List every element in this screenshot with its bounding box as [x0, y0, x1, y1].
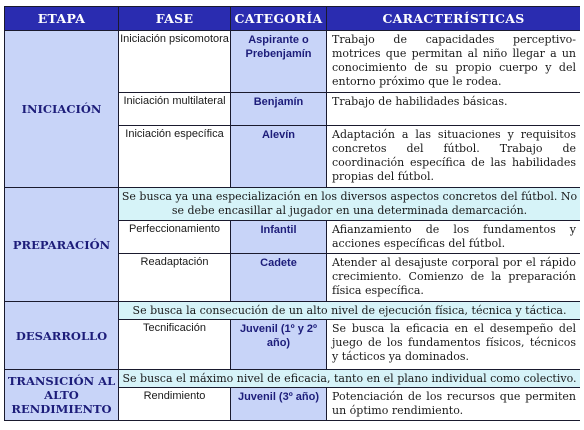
header-caracteristicas: CARACTERÍSTICAS — [327, 7, 581, 31]
table-row — [5, 370, 581, 388]
fase-cell: Rendimiento — [119, 388, 231, 421]
table-row — [5, 188, 581, 221]
categoria-cell: Aspirante o Prebenjamín — [231, 31, 327, 93]
categoria-cell: Juvenil (1º y 2º año) — [231, 320, 327, 370]
stages-table-container — [4, 0, 580, 430]
caracteristicas-cell: Potenciación de los recursos que permiten un óptimo rendimiento. — [327, 388, 581, 421]
stage-iniciacion: INICIACIÓN — [5, 31, 119, 188]
fase-cell: Tecnificación — [119, 320, 231, 370]
categoria-cell: Benjamín — [231, 93, 327, 126]
caracteristicas-cell: Atender al desajuste corporal por el rápido crecimiento. Comienzo de la preparación física específica. — [327, 254, 581, 302]
stage-note: Se busca el máximo nivel de eficacia, tanto en el plano individual como colectivo. — [119, 370, 581, 388]
fase-cell: Iniciación multilateral — [119, 93, 231, 126]
table-header-row — [5, 7, 581, 31]
caracteristicas-cell: Se busca la eficacia en el desempeño del juego de los fundamentos físicos, técnicos y tácticos ya dominados. — [327, 320, 581, 370]
caracteristicas-cell: Adaptación a las situaciones y requisitos concretos del fútbol. Trabajo de coordinación específica de las habilidades propias del fútbol. — [327, 126, 581, 188]
categoria-cell: Juvenil (3º año) — [231, 388, 327, 421]
caracteristicas-cell: Afianzamiento de los fundamentos y acciones específicas del fútbol. — [327, 221, 581, 254]
categoria-cell: Alevín — [231, 126, 327, 188]
caracteristicas-cell: Trabajo de habilidades básicas. — [327, 93, 581, 126]
table-row — [5, 31, 581, 93]
header-fase: FASE — [119, 7, 231, 31]
stage-desarrollo: DESARROLLO — [5, 302, 119, 370]
stage-transicion: TRANSICIÓN AL ALTO RENDIMIENTO — [5, 370, 119, 421]
categoria-cell: Infantil — [231, 221, 327, 254]
header-etapa: ETAPA — [5, 7, 119, 31]
fase-cell: Perfeccionamiento — [119, 221, 231, 254]
fase-cell: Iniciación específica — [119, 126, 231, 188]
header-categoria: CATEGORÍA — [231, 7, 327, 31]
categoria-cell: Cadete — [231, 254, 327, 302]
stages-table — [4, 6, 580, 421]
fase-cell: Iniciación psicomotora — [119, 31, 231, 93]
caracteristicas-cell: Trabajo de capacidades perceptivo-motrices que permitan al niño llegar a un conocimiento de su propio cuerpo y del entorno próximo que le rodea. — [327, 31, 581, 93]
table-row — [5, 302, 581, 320]
stage-note: Se busca ya una especialización en los diversos aspectos concretos del fútbol. No se debe encasillar al jugador en una determinada demarcación. — [119, 188, 581, 221]
fase-cell: Readaptación — [119, 254, 231, 302]
stage-note: Se busca la consecución de un alto nivel de ejecución física, técnica y táctica. — [119, 302, 581, 320]
stage-preparacion: PREPARACIÓN — [5, 188, 119, 302]
